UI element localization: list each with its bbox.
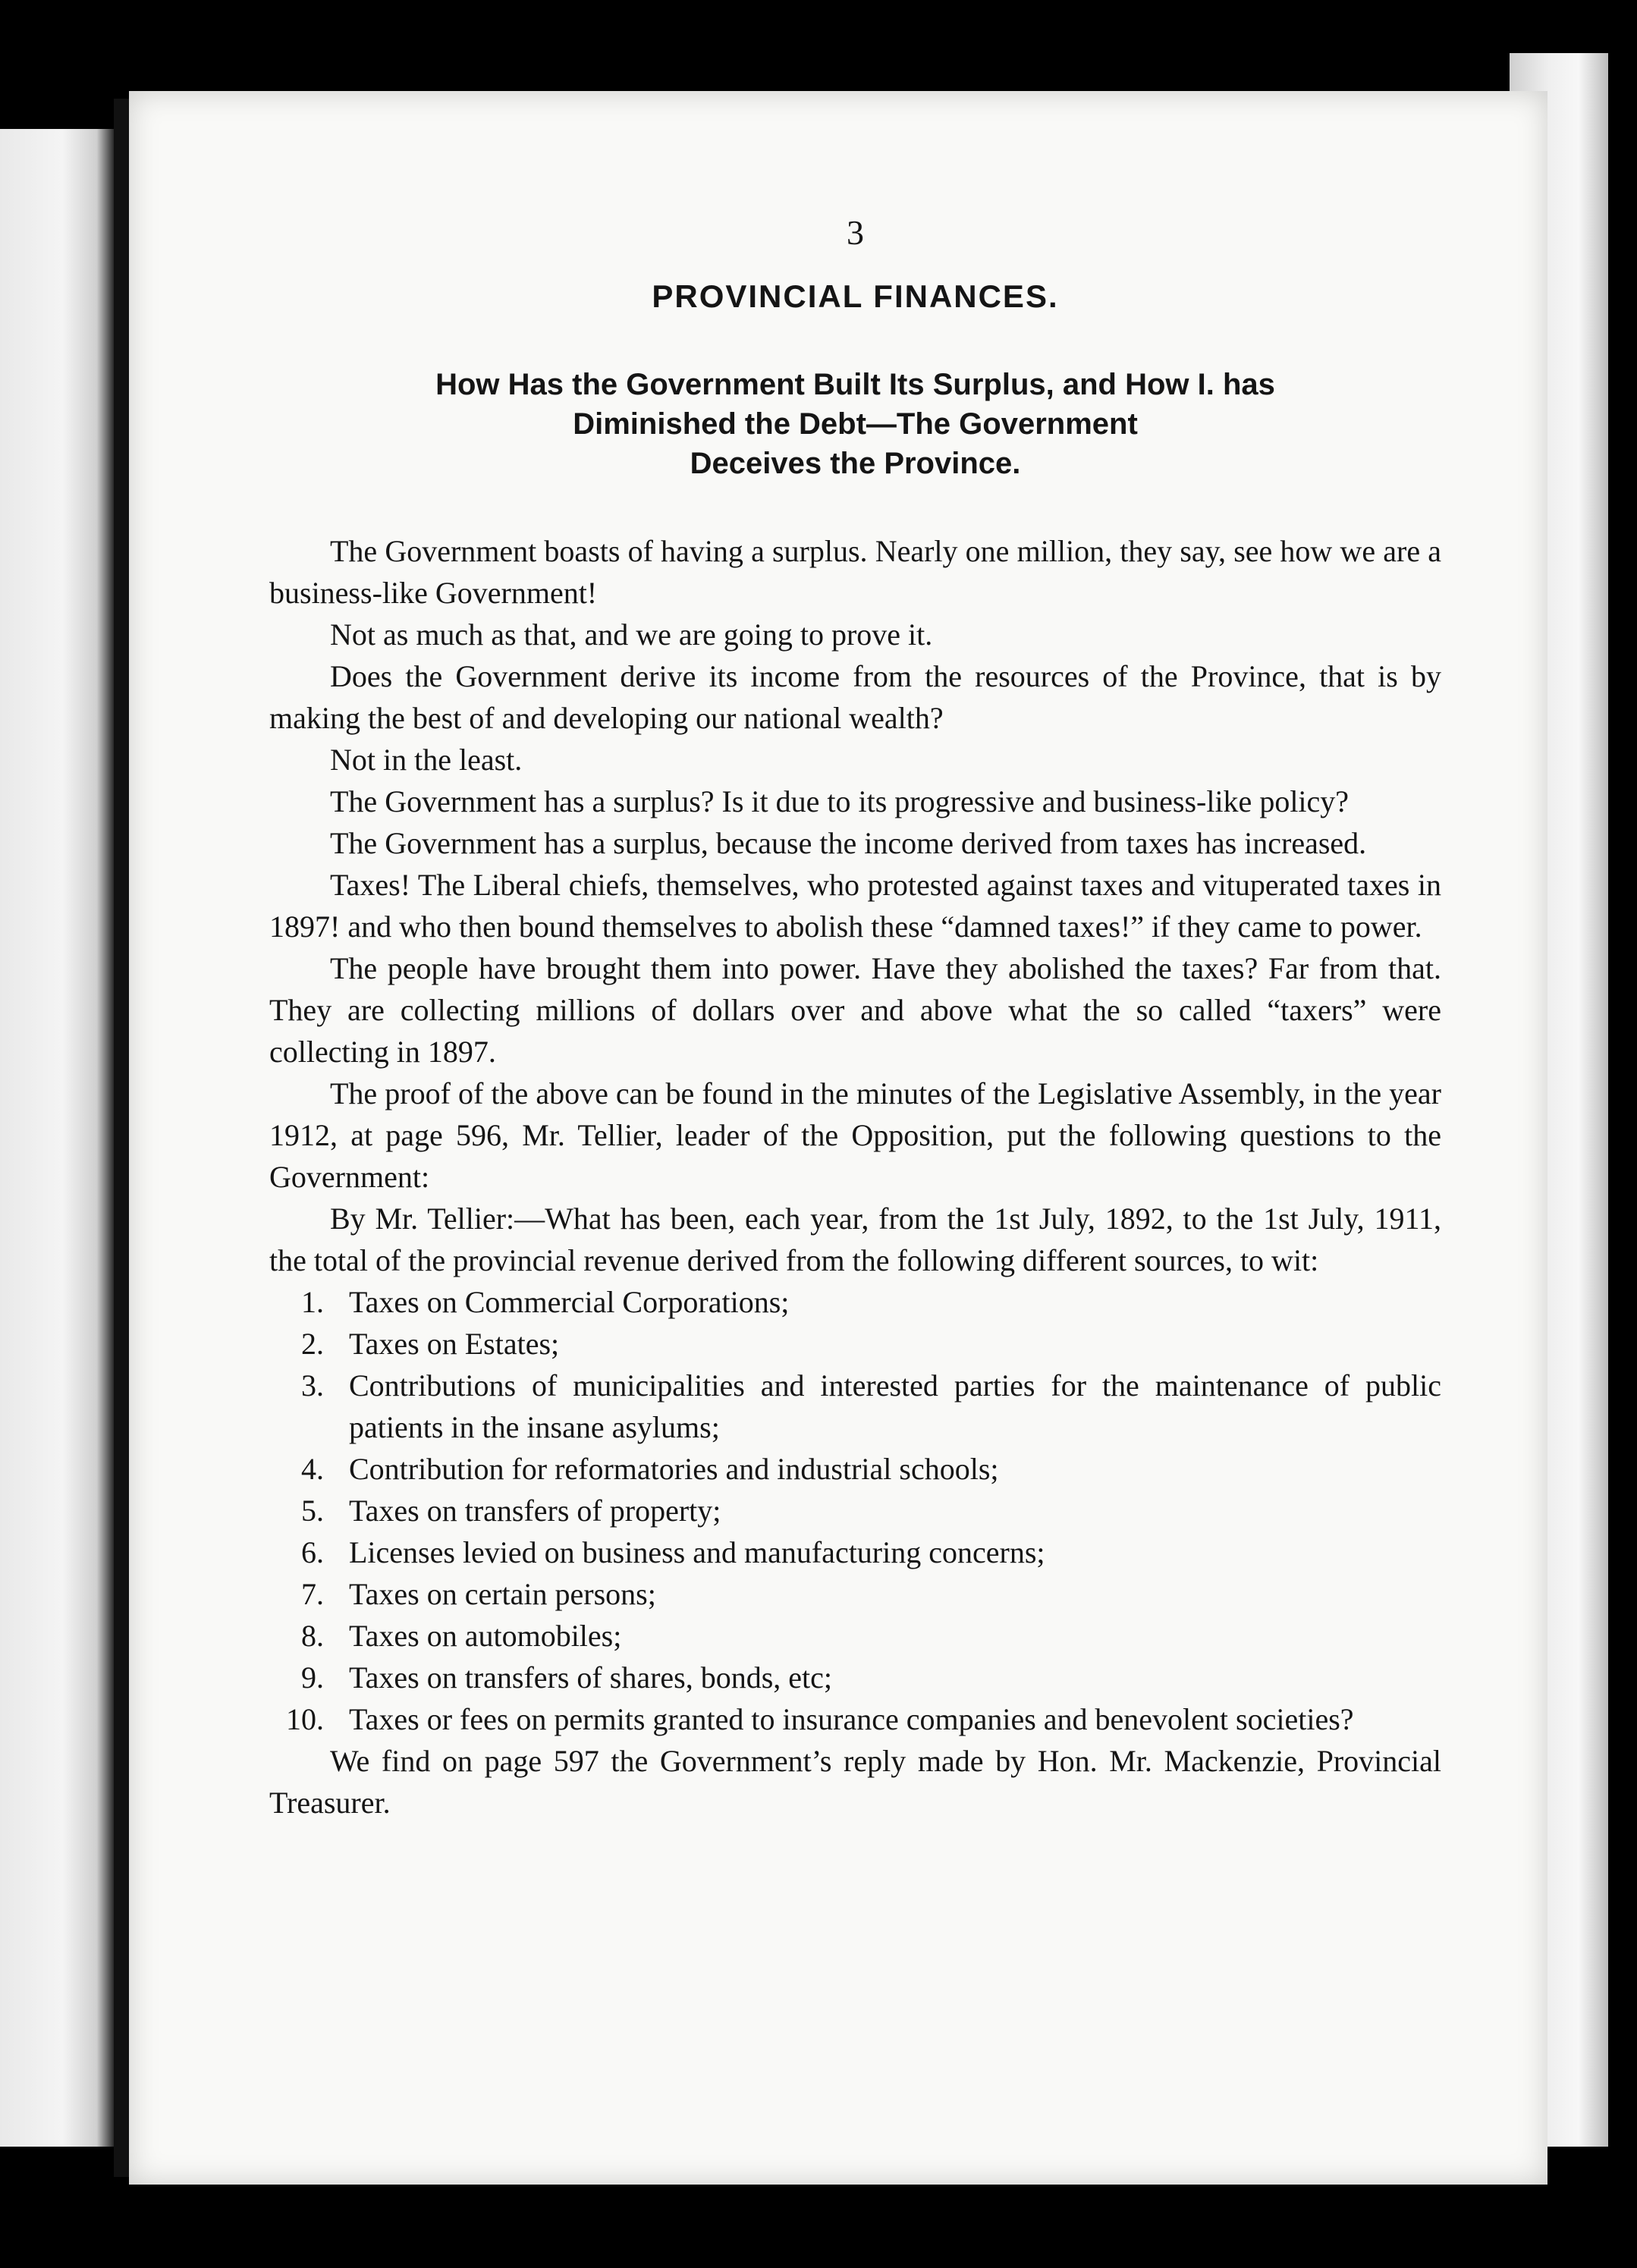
closing-paragraph: We find on page 597 the Government’s reply made by Hon. Mr. Mackenzie, Provincial Treasurer. xyxy=(269,1744,1441,1820)
list-item xyxy=(269,1365,1441,1448)
body-paragraph: Does the Government derive its income from the resources of the Province, that is by making the best of and developing our national wealth? xyxy=(269,659,1441,735)
list-text: Contributions of municipalities and interested parties for the maintenance of public patients in the insane asylums; xyxy=(349,1368,1441,1444)
list-item xyxy=(269,1448,1441,1490)
list-text: Contribution for reformatories and industrial schools; xyxy=(349,1452,999,1486)
list-text: Taxes on certain persons; xyxy=(349,1577,656,1611)
subtitle-line: How Has the Government Built Its Surplus, and How I. has xyxy=(435,368,1275,401)
facing-page-edge xyxy=(0,129,114,2147)
body-paragraph: The Government has a surplus? Is it due to its progressive and business-like policy? xyxy=(330,784,1350,818)
list-number: 8. xyxy=(301,1619,324,1653)
list-number: 1. xyxy=(301,1285,324,1319)
list-item xyxy=(269,1573,1441,1615)
list-text: Taxes on Estates; xyxy=(349,1327,560,1361)
list-item xyxy=(269,1281,1441,1323)
list-item xyxy=(269,1490,1441,1531)
list-item xyxy=(269,1531,1441,1573)
page-title: PROVINCIAL FINANCES. xyxy=(652,278,1059,314)
list-item xyxy=(269,1698,1441,1740)
body-paragraph: Not as much as that, and we are going to prove it. xyxy=(330,617,933,652)
list-number: 7. xyxy=(301,1577,324,1611)
body-paragraph: By Mr. Tellier:—What has been, each year, from the 1st July, 1892, to the 1st July, 1911, the total of the provincial revenue derived from the following different sources, to wit: xyxy=(269,1202,1441,1277)
body-paragraph: The people have brought them into power. Have they abolished the taxes? Far from that. They are collecting millions of dollars over and above what the so called “taxers” were collecting in 1897. xyxy=(269,951,1441,1069)
list-item xyxy=(269,1657,1441,1698)
list-text: Taxes on Commercial Corporations; xyxy=(349,1285,790,1319)
list-number: 4. xyxy=(301,1452,324,1486)
list-number: 9. xyxy=(301,1660,324,1695)
body-paragraph: The Government has a surplus, because the income derived from taxes has increased. xyxy=(330,826,1367,860)
body-paragraph: Not in the least. xyxy=(330,743,523,777)
document-page xyxy=(129,91,1547,2185)
list-text: Taxes or fees on permits granted to insurance companies and benevolent societies? xyxy=(349,1702,1354,1736)
revenue-sources-list xyxy=(269,1281,1441,1740)
list-number: 6. xyxy=(301,1535,324,1569)
list-number: 10. xyxy=(286,1702,324,1736)
body-paragraph: The proof of the above can be found in the minutes of the Legislative Assembly, in the year 1912, at page 596, Mr. Tellier, leader of the Opposition, put the following questions to the Government: xyxy=(269,1076,1441,1194)
page-content xyxy=(269,212,1441,1824)
subtitle-line: Deceives the Province. xyxy=(690,447,1021,480)
page-number: 3 xyxy=(847,213,864,252)
list-number: 5. xyxy=(301,1494,324,1528)
list-number: 3. xyxy=(301,1368,324,1403)
body-paragraph: The Government boasts of having a surplus. Nearly one million, they say, see how we are a business-like Government! xyxy=(269,534,1441,610)
subtitle xyxy=(269,365,1441,483)
list-text: Licenses levied on business and manufacturing concerns; xyxy=(349,1535,1045,1569)
list-text: Taxes on automobiles; xyxy=(349,1619,622,1653)
body-paragraph: Taxes! The Liberal chiefs, themselves, who protested against taxes and vituperated taxes in 1897! and who then bound themselves to abolish these “damned taxes!” if they came to power. xyxy=(269,868,1441,944)
subtitle-line: Diminished the Debt—The Government xyxy=(573,407,1138,441)
list-text: Taxes on transfers of shares, bonds, etc; xyxy=(349,1660,833,1695)
list-text: Taxes on transfers of property; xyxy=(349,1494,721,1528)
list-item xyxy=(269,1615,1441,1657)
list-item xyxy=(269,1323,1441,1365)
book-binding xyxy=(114,99,130,2177)
list-number: 2. xyxy=(301,1327,324,1361)
